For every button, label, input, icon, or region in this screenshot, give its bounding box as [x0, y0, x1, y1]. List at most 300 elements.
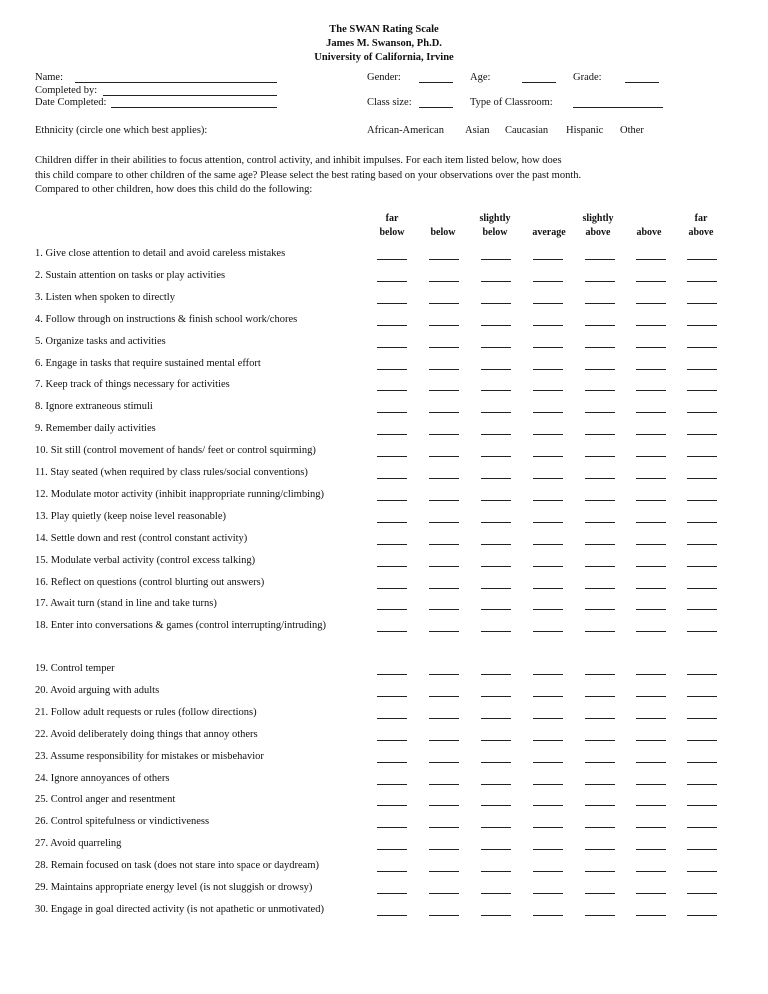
rating-blank-below[interactable]: [429, 674, 459, 675]
rating-blank-average[interactable]: [533, 696, 563, 697]
rating-blank-below[interactable]: [429, 325, 459, 326]
instructions-line: this child compare to other children of the same age? Please select the best rating based on your observations over the past month.: [35, 169, 582, 181]
rating-blank-below[interactable]: [429, 871, 459, 872]
rating-blank-slightly-below[interactable]: [481, 588, 511, 589]
rating-blank-slightly-below[interactable]: [481, 522, 511, 523]
rating-blank-slightly-above[interactable]: [585, 259, 615, 260]
rating-blank-far-below[interactable]: [377, 805, 407, 806]
rating-blank-slightly-above[interactable]: [585, 849, 615, 850]
rating-blank-far-below[interactable]: [377, 871, 407, 872]
table-row: [0, 248, 768, 264]
date-completed-label: Date Completed:: [35, 97, 107, 108]
rating-blank-slightly-above[interactable]: [585, 522, 615, 523]
rating-blank-below[interactable]: [429, 740, 459, 741]
name-field[interactable]: [75, 82, 277, 83]
item-text: 17. Await turn (stand in line and take turns): [35, 598, 217, 610]
rating-blank-slightly-above[interactable]: [585, 696, 615, 697]
rating-blank-far-above[interactable]: [687, 915, 717, 916]
rating-blank-far-above[interactable]: [687, 500, 717, 501]
ethnicity-label: Ethnicity (circle one which best applies):: [35, 125, 208, 136]
rating-blank-far-below[interactable]: [377, 303, 407, 304]
rating-blank-below[interactable]: [429, 412, 459, 413]
form-author: James M. Swanson, Ph.D.: [326, 38, 442, 49]
rating-blank-above[interactable]: [636, 827, 666, 828]
rating-blank-average[interactable]: [533, 805, 563, 806]
table-row: [0, 314, 768, 330]
rating-blank-above[interactable]: [636, 500, 666, 501]
rating-blank-slightly-below[interactable]: [481, 347, 511, 348]
item-text: 16. Reflect on questions (control blurting out answers): [35, 576, 265, 588]
item-text: 9. Remember daily activities: [35, 423, 156, 435]
rating-blank-slightly-below[interactable]: [481, 805, 511, 806]
rating-blank-above[interactable]: [636, 805, 666, 806]
item-text: 28. Remain focused on task (does not stare into space or daydream): [35, 860, 319, 872]
rating-blank-far-below[interactable]: [377, 434, 407, 435]
table-row: [0, 620, 768, 636]
rating-blank-slightly-above[interactable]: [585, 631, 615, 632]
rating-blank-slightly-below[interactable]: [481, 281, 511, 282]
column-header-above: above: [636, 227, 662, 238]
rating-blank-above[interactable]: [636, 412, 666, 413]
rating-blank-average[interactable]: [533, 609, 563, 610]
item-text: 25. Control anger and resentment: [35, 794, 176, 806]
instructions-line: Children differ in their abilities to focus attention, control activity, and inhibit impulses. For each item listed below, how does: [35, 155, 562, 166]
rating-blank-slightly-below[interactable]: [481, 915, 511, 916]
item-text: 24. Ignore annoyances of others: [35, 772, 170, 784]
rating-blank-far-below[interactable]: [377, 718, 407, 719]
rating-blank-average[interactable]: [533, 259, 563, 260]
ethnicity-option-caucasian[interactable]: Caucasian: [505, 125, 549, 136]
rating-blank-far-below[interactable]: [377, 674, 407, 675]
date-completed-field[interactable]: [111, 107, 277, 108]
ethnicity-option-african-american[interactable]: African-American: [367, 125, 444, 136]
rating-blank-above[interactable]: [636, 369, 666, 370]
rating-blank-below[interactable]: [429, 718, 459, 719]
rating-blank-below[interactable]: [429, 893, 459, 894]
rating-blank-far-above[interactable]: [687, 390, 717, 391]
item-text: 8. Ignore extraneous stimuli: [35, 401, 153, 413]
grade-label: Grade:: [573, 72, 602, 83]
rating-blank-far-above[interactable]: [687, 566, 717, 567]
rating-blank-far-below[interactable]: [377, 696, 407, 697]
rating-blank-slightly-above[interactable]: [585, 325, 615, 326]
table-row: [0, 511, 768, 527]
rating-blank-far-below[interactable]: [377, 390, 407, 391]
classroom-type-label: Type of Classroom:: [470, 97, 553, 108]
rating-blank-average[interactable]: [533, 390, 563, 391]
rating-blank-below[interactable]: [429, 566, 459, 567]
rating-blank-below[interactable]: [429, 631, 459, 632]
item-text: 5. Organize tasks and activities: [35, 335, 166, 347]
name-label: Name:: [35, 72, 63, 83]
item-text: 15. Modulate verbal activity (control excess talking): [35, 554, 256, 566]
rating-blank-slightly-above[interactable]: [585, 588, 615, 589]
rating-blank-above[interactable]: [636, 740, 666, 741]
instructions-line: Compared to other children, how does this child do the following:: [35, 184, 313, 195]
table-row: [0, 816, 768, 832]
item-text: 29. Maintains appropriate energy level (is not sluggish or drowsy): [35, 882, 313, 893]
rating-blank-far-above[interactable]: [687, 805, 717, 806]
rating-blank-far-below[interactable]: [377, 456, 407, 457]
rating-blank-slightly-above[interactable]: [585, 805, 615, 806]
rating-blank-above[interactable]: [636, 281, 666, 282]
rating-blank-slightly-above[interactable]: [585, 827, 615, 828]
rating-blank-slightly-below[interactable]: [481, 631, 511, 632]
rating-blank-slightly-below[interactable]: [481, 325, 511, 326]
rating-blank-slightly-above[interactable]: [585, 412, 615, 413]
rating-blank-slightly-below[interactable]: [481, 478, 511, 479]
rating-blank-above[interactable]: [636, 303, 666, 304]
rating-blank-above[interactable]: [636, 347, 666, 348]
rating-blank-above[interactable]: [636, 849, 666, 850]
rating-blank-below[interactable]: [429, 500, 459, 501]
rating-blank-average[interactable]: [533, 893, 563, 894]
rating-blank-above[interactable]: [636, 390, 666, 391]
column-header-below: below: [430, 227, 456, 238]
table-row: [0, 663, 768, 679]
rating-blank-slightly-below[interactable]: [481, 303, 511, 304]
rating-blank-average[interactable]: [533, 544, 563, 545]
rating-blank-far-below[interactable]: [377, 478, 407, 479]
rating-blank-slightly-above[interactable]: [585, 478, 615, 479]
rating-blank-far-above[interactable]: [687, 434, 717, 435]
column-header-far-above: far above: [688, 213, 714, 238]
rating-blank-below[interactable]: [429, 805, 459, 806]
rating-blank-above[interactable]: [636, 762, 666, 763]
item-text: 1. Give close attention to detail and avoid careless mistakes: [35, 248, 286, 259]
table-row: [0, 794, 768, 810]
item-text: 27. Avoid quarreling: [35, 838, 122, 850]
column-header-far-below: far below: [379, 213, 405, 238]
rating-blank-above[interactable]: [636, 588, 666, 589]
rating-blank-below[interactable]: [429, 784, 459, 785]
rating-blank-below[interactable]: [429, 762, 459, 763]
rating-blank-below[interactable]: [429, 369, 459, 370]
rating-blank-slightly-above[interactable]: [585, 762, 615, 763]
rating-blank-above[interactable]: [636, 325, 666, 326]
table-row: [0, 882, 768, 898]
rating-blank-below[interactable]: [429, 434, 459, 435]
table-row: [0, 445, 768, 461]
rating-blank-slightly-above[interactable]: [585, 674, 615, 675]
table-row: [0, 577, 768, 593]
rating-blank-above[interactable]: [636, 522, 666, 523]
rating-blank-slightly-above[interactable]: [585, 500, 615, 501]
age-field[interactable]: [522, 82, 556, 83]
rating-blank-slightly-below[interactable]: [481, 827, 511, 828]
rating-blank-above[interactable]: [636, 696, 666, 697]
rating-blank-average[interactable]: [533, 522, 563, 523]
rating-blank-above[interactable]: [636, 674, 666, 675]
rating-blank-far-above[interactable]: [687, 478, 717, 479]
rating-blank-slightly-above[interactable]: [585, 456, 615, 457]
rating-blank-far-below[interactable]: [377, 281, 407, 282]
item-text: 14. Settle down and rest (control constant activity): [35, 532, 248, 544]
rating-blank-far-above[interactable]: [687, 325, 717, 326]
rating-blank-slightly-below[interactable]: [481, 369, 511, 370]
item-text: 7. Keep track of things necessary for activities: [35, 379, 230, 391]
rating-blank-above[interactable]: [636, 915, 666, 916]
rating-blank-far-above[interactable]: [687, 893, 717, 894]
rating-blank-far-above[interactable]: [687, 369, 717, 370]
rating-blank-far-above[interactable]: [687, 762, 717, 763]
rating-blank-far-above[interactable]: [687, 347, 717, 348]
rating-blank-average[interactable]: [533, 631, 563, 632]
form-title: The SWAN Rating Scale: [329, 24, 439, 35]
rating-blank-slightly-below[interactable]: [481, 893, 511, 894]
rating-blank-far-above[interactable]: [687, 827, 717, 828]
rating-blank-far-above[interactable]: [687, 281, 717, 282]
rating-blank-average[interactable]: [533, 566, 563, 567]
rating-blank-slightly-below[interactable]: [481, 871, 511, 872]
rating-blank-average[interactable]: [533, 347, 563, 348]
rating-blank-far-below[interactable]: [377, 500, 407, 501]
rating-blank-far-above[interactable]: [687, 849, 717, 850]
rating-blank-far-below[interactable]: [377, 369, 407, 370]
rating-blank-slightly-below[interactable]: [481, 500, 511, 501]
rating-blank-slightly-below[interactable]: [481, 762, 511, 763]
table-row: [0, 773, 768, 789]
table-row: [0, 904, 768, 920]
rating-blank-far-below[interactable]: [377, 784, 407, 785]
rating-blank-below[interactable]: [429, 827, 459, 828]
rating-blank-far-above[interactable]: [687, 412, 717, 413]
rating-blank-above[interactable]: [636, 434, 666, 435]
rating-blank-below[interactable]: [429, 588, 459, 589]
rating-blank-far-below[interactable]: [377, 915, 407, 916]
completed-by-field[interactable]: [103, 95, 277, 96]
rating-blank-average[interactable]: [533, 325, 563, 326]
rating-blank-average[interactable]: [533, 718, 563, 719]
rating-blank-far-above[interactable]: [687, 259, 717, 260]
rating-blank-far-below[interactable]: [377, 412, 407, 413]
rating-blank-far-below[interactable]: [377, 588, 407, 589]
rating-blank-slightly-below[interactable]: [481, 784, 511, 785]
rating-blank-far-below[interactable]: [377, 762, 407, 763]
rating-blank-slightly-above[interactable]: [585, 434, 615, 435]
rating-blank-slightly-below[interactable]: [481, 740, 511, 741]
rating-blank-slightly-below[interactable]: [481, 849, 511, 850]
rating-blank-far-above[interactable]: [687, 609, 717, 610]
rating-blank-average[interactable]: [533, 478, 563, 479]
rating-blank-far-above[interactable]: [687, 303, 717, 304]
rating-blank-slightly-above[interactable]: [585, 544, 615, 545]
ethnicity-option-hispanic[interactable]: Hispanic: [566, 125, 604, 136]
rating-blank-slightly-above[interactable]: [585, 390, 615, 391]
rating-blank-far-above[interactable]: [687, 740, 717, 741]
grade-field[interactable]: [625, 82, 659, 83]
rating-blank-below[interactable]: [429, 522, 459, 523]
table-row: [0, 270, 768, 286]
rating-blank-average[interactable]: [533, 762, 563, 763]
item-text: 18. Enter into conversations & games (control interrupting/intruding): [35, 620, 327, 632]
item-text: 6. Engage in tasks that require sustained mental effort: [35, 357, 261, 369]
rating-blank-above[interactable]: [636, 784, 666, 785]
rating-blank-average[interactable]: [533, 784, 563, 785]
table-row: [0, 598, 768, 614]
classroom-type-field[interactable]: [573, 107, 663, 108]
rating-blank-below[interactable]: [429, 609, 459, 610]
rating-blank-far-below[interactable]: [377, 740, 407, 741]
rating-blank-average[interactable]: [533, 369, 563, 370]
rating-blank-far-below[interactable]: [377, 259, 407, 260]
table-row: [0, 838, 768, 854]
rating-blank-far-below[interactable]: [377, 347, 407, 348]
rating-blank-far-above[interactable]: [687, 696, 717, 697]
rating-blank-above[interactable]: [636, 631, 666, 632]
item-text: 20. Avoid arguing with adults: [35, 684, 160, 696]
rating-blank-slightly-above[interactable]: [585, 915, 615, 916]
rating-blank-average[interactable]: [533, 303, 563, 304]
column-header-slightly-above: slightly above: [582, 213, 614, 238]
rating-blank-average[interactable]: [533, 281, 563, 282]
rating-blank-slightly-above[interactable]: [585, 718, 615, 719]
rating-blank-above[interactable]: [636, 478, 666, 479]
table-row: [0, 336, 768, 352]
rating-blank-far-above[interactable]: [687, 588, 717, 589]
table-row: [0, 401, 768, 417]
rating-blank-below[interactable]: [429, 544, 459, 545]
table-row: [0, 358, 768, 374]
form-institution: University of California, Irvine: [314, 52, 454, 63]
rating-blank-slightly-above[interactable]: [585, 784, 615, 785]
rating-blank-far-above[interactable]: [687, 871, 717, 872]
rating-blank-below[interactable]: [429, 456, 459, 457]
rating-blank-average[interactable]: [533, 500, 563, 501]
rating-blank-average[interactable]: [533, 871, 563, 872]
rating-blank-above[interactable]: [636, 893, 666, 894]
rating-blank-far-above[interactable]: [687, 674, 717, 675]
rating-blank-slightly-below[interactable]: [481, 696, 511, 697]
gender-field[interactable]: [419, 82, 453, 83]
rating-blank-slightly-below[interactable]: [481, 544, 511, 545]
rating-blank-slightly-above[interactable]: [585, 303, 615, 304]
item-text: 19. Control temper: [35, 663, 115, 674]
rating-blank-slightly-below[interactable]: [481, 390, 511, 391]
table-row: [0, 751, 768, 767]
rating-blank-slightly-above[interactable]: [585, 369, 615, 370]
rating-blank-slightly-above[interactable]: [585, 871, 615, 872]
rating-blank-below[interactable]: [429, 849, 459, 850]
rating-blank-far-above[interactable]: [687, 631, 717, 632]
age-label: Age:: [470, 72, 491, 83]
item-text: 30. Engage in goal directed activity (is not apathetic or unmotivated): [35, 903, 324, 915]
class-size-label: Class size:: [367, 97, 412, 108]
ethnicity-option-other[interactable]: Other: [620, 125, 644, 136]
rating-blank-above[interactable]: [636, 871, 666, 872]
rating-blank-far-above[interactable]: [687, 522, 717, 523]
table-row: [0, 555, 768, 571]
rating-blank-far-below[interactable]: [377, 544, 407, 545]
column-header-average: average: [532, 227, 566, 238]
rating-blank-slightly-above[interactable]: [585, 566, 615, 567]
rating-blank-above[interactable]: [636, 259, 666, 260]
table-row: [0, 685, 768, 701]
class-size-field[interactable]: [419, 107, 453, 108]
table-row: [0, 467, 768, 483]
table-row: [0, 533, 768, 549]
rating-blank-slightly-below[interactable]: [481, 456, 511, 457]
rating-blank-average[interactable]: [533, 434, 563, 435]
item-text: 13. Play quietly (keep noise level reasonable): [35, 510, 226, 522]
rating-blank-slightly-above[interactable]: [585, 347, 615, 348]
rating-blank-slightly-above[interactable]: [585, 893, 615, 894]
rating-blank-above[interactable]: [636, 718, 666, 719]
rating-blank-below[interactable]: [429, 347, 459, 348]
rating-blank-above[interactable]: [636, 609, 666, 610]
rating-blank-above[interactable]: [636, 456, 666, 457]
rating-blank-far-below[interactable]: [377, 631, 407, 632]
table-row: [0, 379, 768, 395]
rating-blank-average[interactable]: [533, 740, 563, 741]
rating-blank-average[interactable]: [533, 456, 563, 457]
item-text: 4. Follow through on instructions & finish school work/chores: [35, 313, 298, 325]
rating-blank-far-below[interactable]: [377, 849, 407, 850]
rating-blank-far-below[interactable]: [377, 827, 407, 828]
rating-blank-far-above[interactable]: [687, 784, 717, 785]
item-text: 22. Avoid deliberately doing things that annoy others: [35, 728, 258, 740]
rating-blank-below[interactable]: [429, 303, 459, 304]
rating-blank-above[interactable]: [636, 566, 666, 567]
rating-blank-far-below[interactable]: [377, 566, 407, 567]
rating-blank-far-above[interactable]: [687, 544, 717, 545]
rating-blank-average[interactable]: [533, 412, 563, 413]
item-text: 12. Modulate motor activity (inhibit inappropriate running/climbing): [35, 488, 324, 500]
item-text: 26. Control spitefulness or vindictiveness: [35, 816, 210, 828]
rating-blank-slightly-above[interactable]: [585, 609, 615, 610]
rating-blank-average[interactable]: [533, 827, 563, 828]
rating-blank-slightly-below[interactable]: [481, 412, 511, 413]
ethnicity-option-asian[interactable]: Asian: [465, 125, 490, 136]
completed-by-label: Completed by:: [35, 85, 98, 96]
rating-blank-slightly-below[interactable]: [481, 259, 511, 260]
rating-blank-slightly-above[interactable]: [585, 740, 615, 741]
rating-blank-far-below[interactable]: [377, 325, 407, 326]
rating-blank-below[interactable]: [429, 390, 459, 391]
rating-blank-below[interactable]: [429, 259, 459, 260]
rating-blank-slightly-below[interactable]: [481, 434, 511, 435]
table-row: [0, 707, 768, 723]
rating-blank-below[interactable]: [429, 281, 459, 282]
table-row: [0, 729, 768, 745]
rating-blank-average[interactable]: [533, 674, 563, 675]
rating-blank-slightly-above[interactable]: [585, 281, 615, 282]
rating-blank-below[interactable]: [429, 696, 459, 697]
rating-blank-slightly-below[interactable]: [481, 674, 511, 675]
item-text: 23. Assume responsibility for mistakes or misbehavior: [35, 750, 264, 762]
rating-blank-average[interactable]: [533, 588, 563, 589]
gender-label: Gender:: [367, 72, 401, 83]
rating-blank-below[interactable]: [429, 478, 459, 479]
rating-blank-far-below[interactable]: [377, 893, 407, 894]
rating-blank-far-above[interactable]: [687, 718, 717, 719]
rating-blank-average[interactable]: [533, 915, 563, 916]
item-text: 10. Sit still (control movement of hands/ feet or control squirming): [35, 445, 316, 457]
rating-blank-slightly-below[interactable]: [481, 566, 511, 567]
rating-blank-far-below[interactable]: [377, 609, 407, 610]
rating-blank-far-above[interactable]: [687, 456, 717, 457]
rating-blank-average[interactable]: [533, 849, 563, 850]
item-text: 2. Sustain attention on tasks or play activities: [35, 269, 226, 281]
table-row: [0, 423, 768, 439]
rating-blank-above[interactable]: [636, 544, 666, 545]
rating-blank-slightly-below[interactable]: [481, 718, 511, 719]
rating-blank-below[interactable]: [429, 915, 459, 916]
rating-blank-slightly-below[interactable]: [481, 609, 511, 610]
item-text: 3. Listen when spoken to directly: [35, 291, 175, 303]
item-text: 21. Follow adult requests or rules (follow directions): [35, 706, 257, 718]
rating-blank-far-below[interactable]: [377, 522, 407, 523]
